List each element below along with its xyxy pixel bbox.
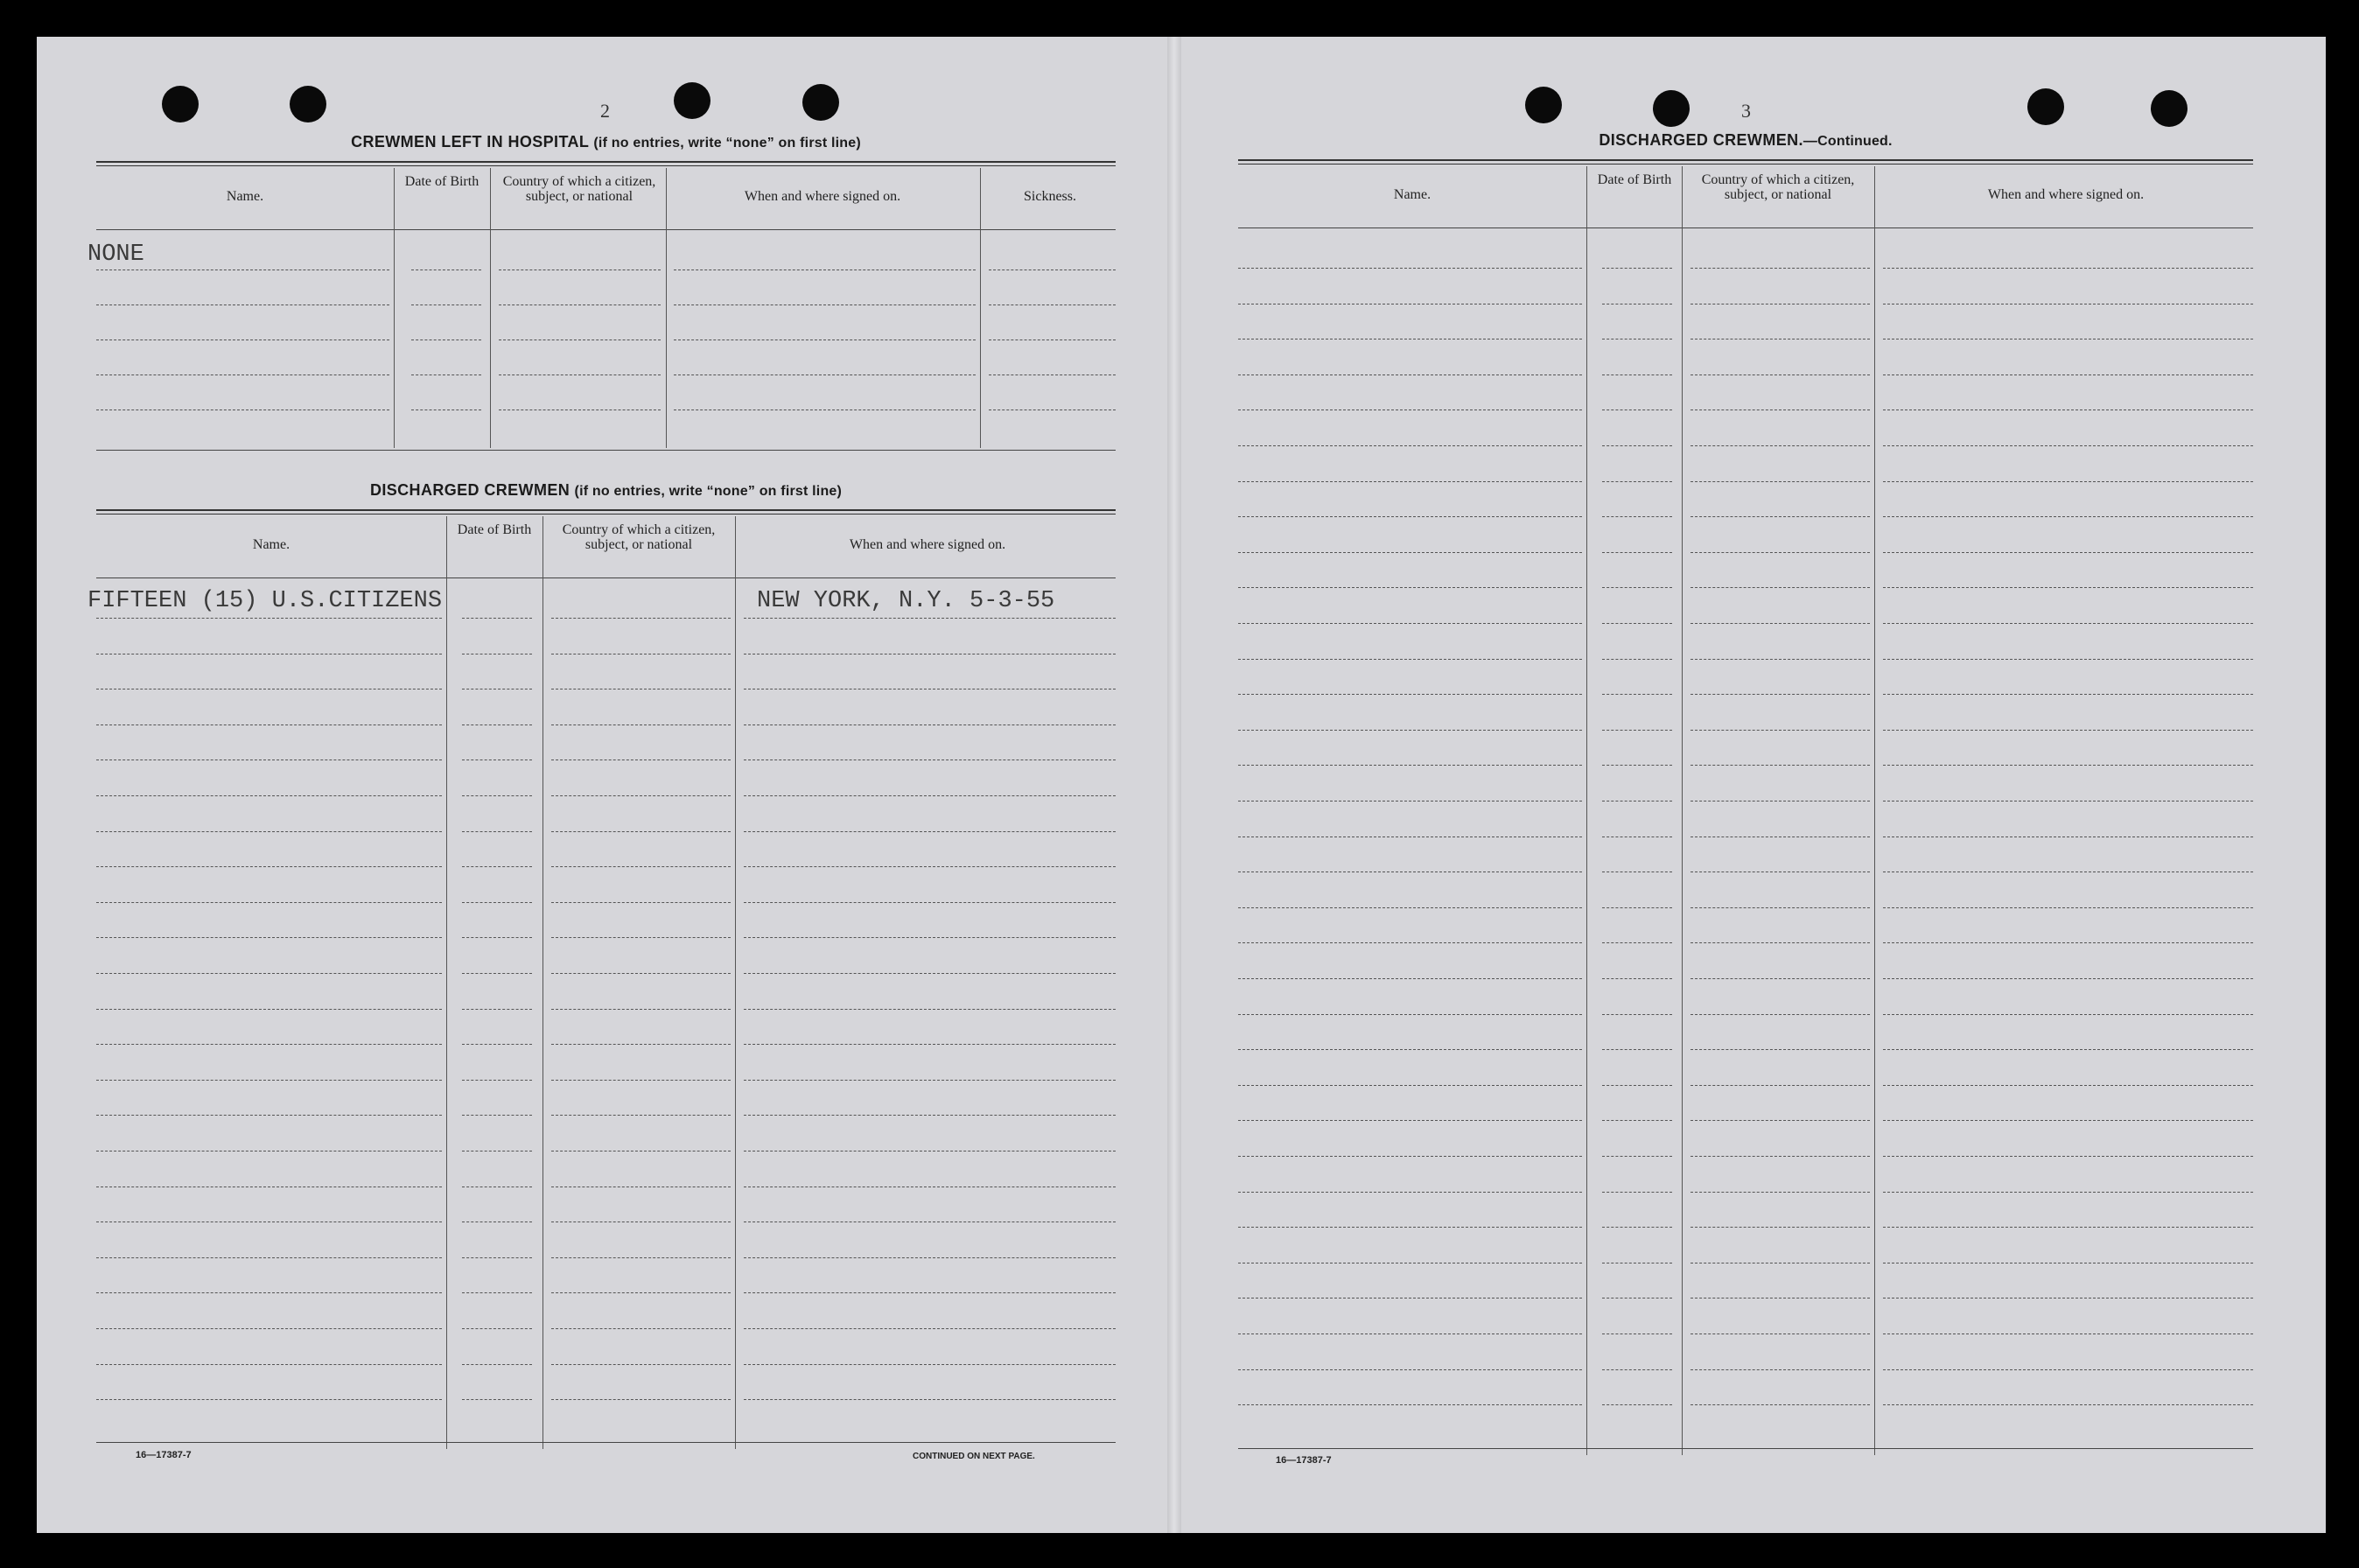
ruled-line (1602, 623, 1672, 624)
ruled-line (551, 866, 731, 867)
punch-hole (674, 82, 710, 119)
ruled-line (96, 1399, 442, 1400)
hospital-title: CREWMEN LEFT IN HOSPITAL (351, 133, 589, 150)
ruled-line (744, 1364, 1116, 1365)
ruled-line (1883, 1369, 2253, 1370)
ruled-line (551, 724, 731, 725)
ruled-line (744, 866, 1116, 867)
ruled-line (744, 1257, 1116, 1258)
ruled-line (551, 1080, 731, 1081)
ruled-line (744, 973, 1116, 974)
ruled-line (1238, 801, 1582, 802)
ruled-line (1602, 1120, 1672, 1121)
ruled-line (1690, 801, 1870, 802)
ruled-line (1690, 1263, 1870, 1264)
ruled-line (96, 724, 442, 725)
ruled-line (551, 618, 731, 619)
ruled-line (1883, 730, 2253, 731)
ruled-line (1883, 801, 2253, 802)
ruled-line (744, 1080, 1116, 1081)
ruled-line (1602, 587, 1672, 588)
punch-hole (162, 86, 199, 122)
ruled-line (1238, 1156, 1582, 1157)
ruled-line (96, 973, 442, 974)
col-header-country: Country of which a citizen, subject, or national (502, 174, 656, 204)
ruled-line (1602, 801, 1672, 802)
discharged-entry-signed-on: NEW YORK, N.Y. 5-3-55 (757, 588, 1055, 614)
ruled-line (1690, 268, 1870, 269)
ruled-line (96, 831, 442, 832)
ruled-line (1883, 552, 2253, 553)
ruled-line (551, 795, 731, 796)
page-number: 2 (600, 100, 610, 122)
ruled-line (551, 973, 731, 974)
ruled-line (1690, 1369, 1870, 1370)
ruled-line (96, 1080, 442, 1081)
ruled-line (1602, 694, 1672, 695)
ruled-line (96, 937, 442, 938)
ruled-line (462, 1009, 532, 1010)
ruled-line (551, 1364, 731, 1365)
ruled-line (1883, 445, 2253, 446)
ruled-line (1602, 659, 1672, 660)
ruled-line (1238, 481, 1582, 482)
ruled-line (1602, 730, 1672, 731)
ruled-line (1602, 552, 1672, 553)
ruled-line (551, 1186, 731, 1187)
ruled-line (1883, 1085, 2253, 1086)
ruled-line (744, 1151, 1116, 1152)
ruled-line (1883, 978, 2253, 979)
ruled-line (551, 1151, 731, 1152)
punch-hole (2027, 88, 2064, 125)
ruled-line (744, 689, 1116, 690)
ruled-line (1690, 659, 1870, 660)
ruled-line (1883, 481, 2253, 482)
ruled-line (462, 1257, 532, 1258)
ruled-line (1602, 836, 1672, 837)
ruled-line (1883, 1227, 2253, 1228)
ruled-line (1883, 623, 2253, 624)
ruled-line (1238, 942, 1582, 943)
ruled-line (1883, 1014, 2253, 1015)
ruled-line (1602, 978, 1672, 979)
ruled-line (551, 1328, 731, 1329)
ruled-line (744, 1009, 1116, 1010)
ruled-line (96, 1328, 442, 1329)
col-header-country: Country of which a citizen, subject, or national (1701, 172, 1855, 202)
ruled-line (1690, 765, 1870, 766)
ruled-line (551, 1115, 731, 1116)
ruled-line (96, 1186, 442, 1187)
ruled-line (96, 618, 442, 619)
ruled-line (1238, 1227, 1582, 1228)
ruled-line (1883, 942, 2253, 943)
discharged-subtitle: (if no entries, write “none” on first line) (574, 484, 843, 499)
ruled-line (1690, 1404, 1870, 1405)
punch-hole (1525, 87, 1562, 123)
ruled-line (1883, 659, 2253, 660)
ruled-line (1602, 445, 1672, 446)
ruled-line (462, 1364, 532, 1365)
ruled-line (551, 831, 731, 832)
ruled-line (1883, 587, 2253, 588)
ruled-line (96, 866, 442, 867)
page-number: 3 (1741, 100, 1751, 122)
continued-note: CONTINUED ON NEXT PAGE. (913, 1452, 1035, 1461)
col-header-name: Name. (226, 189, 264, 204)
ruled-line (1883, 1192, 2253, 1193)
ruled-line (1602, 1227, 1672, 1228)
ruled-line (1238, 587, 1582, 588)
col-header-dob: Date of Birth (457, 522, 532, 537)
discharged-entry-name: FIFTEEN (15) U.S.CITIZENS (88, 588, 443, 614)
ruled-line (1238, 836, 1582, 837)
discharged-table-right (1238, 159, 2253, 1450)
punch-hole (2151, 90, 2188, 127)
ruled-line (1690, 978, 1870, 979)
ruled-line (462, 1292, 532, 1293)
ruled-line (1690, 1014, 1870, 1015)
ruled-line (1690, 730, 1870, 731)
ruled-line (1883, 765, 2253, 766)
ruled-line (1690, 942, 1870, 943)
ruled-line (1690, 1085, 1870, 1086)
ruled-line (96, 1009, 442, 1010)
ruled-line (96, 1115, 442, 1116)
ruled-line (1883, 268, 2253, 269)
ruled-line (1883, 1404, 2253, 1405)
ruled-line (1690, 907, 1870, 908)
ruled-line (1238, 694, 1582, 695)
ruled-line (744, 902, 1116, 903)
hospital-entry-name: NONE (88, 242, 144, 268)
ruled-line (1238, 765, 1582, 766)
col-header-name: Name. (1393, 187, 1432, 202)
ruled-line (744, 1399, 1116, 1400)
ruled-line (462, 866, 532, 867)
ruled-line (462, 1328, 532, 1329)
ruled-line (1602, 1192, 1672, 1193)
ruled-line (462, 795, 532, 796)
col-header-country: Country of which a citizen, subject, or national (562, 522, 716, 552)
ruled-line (1238, 516, 1582, 517)
section-title-discharged-continued (1238, 131, 2253, 150)
section-title-discharged (96, 481, 1116, 500)
ruled-line (1602, 765, 1672, 766)
ruled-line (1238, 339, 1582, 340)
ruled-line (551, 1044, 731, 1045)
ruled-line (462, 618, 532, 619)
ruled-line (1602, 942, 1672, 943)
ruled-line (1883, 907, 2253, 908)
ruled-line (1690, 836, 1870, 837)
col-header-name: Name. (252, 537, 290, 552)
col-header-signed-on: When and where signed on. (744, 189, 901, 204)
ruled-line (1238, 730, 1582, 731)
ruled-line (744, 1115, 1116, 1116)
discharged-continued-title: DISCHARGED CREWMEN. (1599, 131, 1803, 149)
ruled-line (96, 1151, 442, 1152)
ruled-line (1238, 1263, 1582, 1264)
ruled-line (462, 1151, 532, 1152)
ruled-line (744, 1044, 1116, 1045)
ruled-line (1690, 587, 1870, 588)
col-header-signed-on: When and where signed on. (1987, 187, 2145, 202)
ruled-line (1883, 1120, 2253, 1121)
ruled-line (1602, 1156, 1672, 1157)
page-spine (1167, 37, 1181, 1533)
ruled-line (1238, 623, 1582, 624)
ruled-line (1883, 694, 2253, 695)
ruled-line (462, 937, 532, 938)
ruled-line (1883, 516, 2253, 517)
ruled-line (1883, 374, 2253, 375)
ruled-line (1602, 1369, 1672, 1370)
ruled-line (744, 831, 1116, 832)
ruled-line (744, 618, 1116, 619)
ruled-line (462, 973, 532, 974)
ruled-line (1238, 1404, 1582, 1405)
ruled-line (1690, 1227, 1870, 1228)
col-header-signed-on: When and where signed on. (849, 537, 1006, 552)
ruled-line (551, 689, 731, 690)
ruled-line (1883, 836, 2253, 837)
ruled-line (96, 902, 442, 903)
hospital-subtitle: (if no entries, write “none” on first line) (593, 136, 861, 150)
ruled-line (1690, 1156, 1870, 1157)
ruled-line (1602, 481, 1672, 482)
hospital-table (96, 161, 1116, 454)
ruled-line (551, 1399, 731, 1400)
ruled-line (744, 1292, 1116, 1293)
ruled-line (462, 1115, 532, 1116)
ruled-line (96, 689, 442, 690)
ruled-line (1238, 978, 1582, 979)
ruled-line (462, 902, 532, 903)
ruled-line (1602, 1049, 1672, 1050)
ruled-line (462, 724, 532, 725)
ruled-line (462, 1186, 532, 1187)
ruled-line (96, 1364, 442, 1365)
ruled-line (744, 937, 1116, 938)
ruled-line (744, 724, 1116, 725)
form-number: 16—17387-7 (1276, 1455, 1332, 1466)
ruled-line (1602, 1404, 1672, 1405)
ruled-line (1238, 907, 1582, 908)
ruled-line (1602, 907, 1672, 908)
ruled-line (1690, 481, 1870, 482)
ruled-line (1883, 1156, 2253, 1157)
ruled-line (1602, 339, 1672, 340)
ruled-line (96, 1257, 442, 1258)
ruled-line (1602, 1263, 1672, 1264)
ruled-line (1238, 268, 1582, 269)
ruled-line (1690, 1120, 1870, 1121)
ruled-line (1238, 1192, 1582, 1193)
ruled-line (1690, 339, 1870, 340)
discharged-title: DISCHARGED CREWMEN (369, 481, 570, 499)
ruled-line (1690, 1192, 1870, 1193)
ruled-line (462, 1080, 532, 1081)
punch-hole (290, 86, 326, 122)
ruled-line (1238, 1369, 1582, 1370)
ruled-line (1602, 516, 1672, 517)
ruled-line (462, 1399, 532, 1400)
ruled-line (551, 1292, 731, 1293)
ruled-line (96, 1292, 442, 1293)
col-header-sickness: Sickness. (1024, 189, 1076, 204)
ruled-line (1690, 552, 1870, 553)
punch-hole (1653, 90, 1690, 127)
ruled-line (1690, 694, 1870, 695)
ruled-line (1690, 445, 1870, 446)
punch-hole (802, 84, 839, 121)
discharged-table-left (96, 509, 1116, 1446)
ruled-line (744, 1186, 1116, 1187)
ruled-line (1602, 1014, 1672, 1015)
ruled-line (1883, 1049, 2253, 1050)
ruled-line (1238, 552, 1582, 553)
col-header-dob: Date of Birth (404, 174, 480, 189)
section-title-hospital (96, 133, 1116, 151)
ruled-line (1602, 1085, 1672, 1086)
ruled-line (1690, 374, 1870, 375)
ruled-line (551, 937, 731, 938)
col-header-dob: Date of Birth (1597, 172, 1672, 187)
ruled-line (744, 1328, 1116, 1329)
ruled-line (462, 1044, 532, 1045)
ruled-line (1238, 1049, 1582, 1050)
ruled-line (462, 831, 532, 832)
ruled-line (1238, 659, 1582, 660)
ruled-line (551, 902, 731, 903)
ruled-line (551, 1009, 731, 1010)
ruled-line (96, 795, 442, 796)
ruled-line (1690, 623, 1870, 624)
ruled-line (1883, 1263, 2253, 1264)
form-number: 16—17387-7 (136, 1450, 192, 1460)
ruled-line (1602, 374, 1672, 375)
ruled-line (1238, 374, 1582, 375)
ruled-line (1883, 339, 2253, 340)
ruled-line (1238, 445, 1582, 446)
ruled-line (96, 1044, 442, 1045)
ruled-line (551, 1257, 731, 1258)
ruled-line (1690, 1049, 1870, 1050)
discharged-continued-suffix: —Continued. (1802, 134, 1893, 149)
ruled-line (744, 795, 1116, 796)
ruled-line (1238, 1120, 1582, 1121)
ruled-line (1602, 268, 1672, 269)
ruled-line (1238, 1085, 1582, 1086)
ruled-line (1690, 516, 1870, 517)
ruled-line (1238, 1014, 1582, 1015)
ruled-line (462, 689, 532, 690)
